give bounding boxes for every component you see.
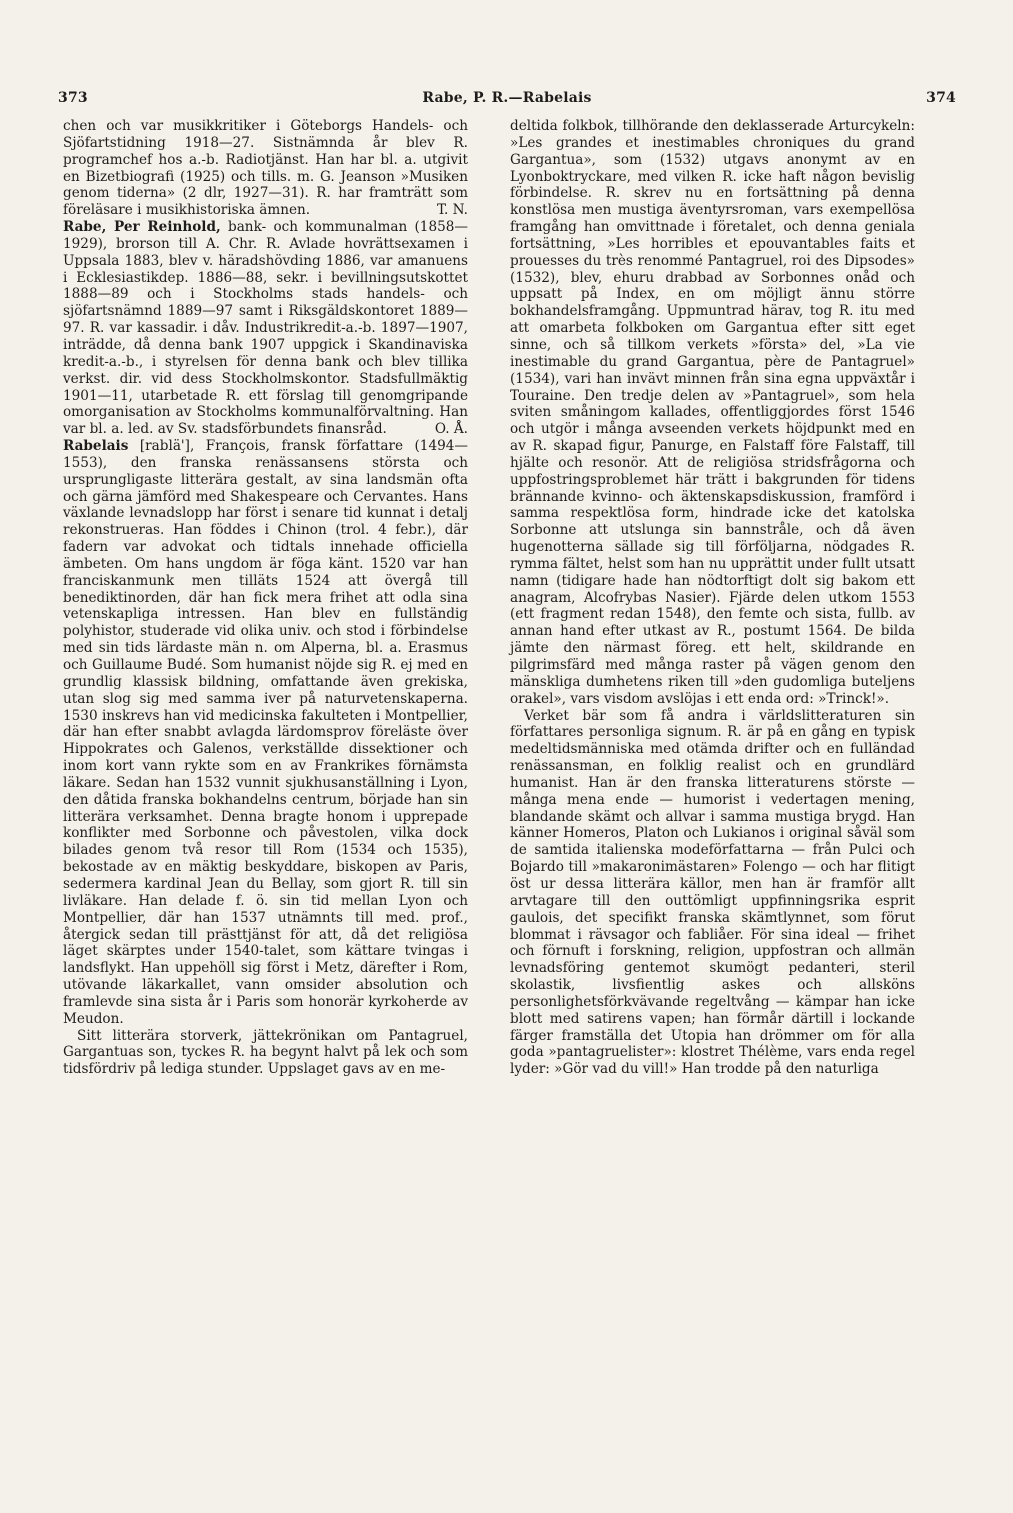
right-column	[510, 118, 915, 1078]
paragraph	[510, 118, 915, 708]
paragraph-text: Sitt litterära storverk, jättekrönikan om Pantagruel, Gargantuas son, tyckes R. ha begynt halvt på lek och som tidsfördriv på lediga stunder. Uppslaget gavs av en me-	[63, 1027, 468, 1078]
entry-rabe-per-reinhold	[63, 219, 468, 438]
entry-text: chen och var musikkritiker i Göteborgs Handels- och Sjöfartstidning 1918—27. Sistnämnda år blev R. programchef hos a.-b. Radiotjänst. Han har bl. a. utgivit en Bizetbiografi (1925) och tills. m. G. Jeanson »Musiken genom tiderna» (2 dlr, 1927—31). R. har framträtt som föreläsare i musikhistoriska ämnen.	[63, 118, 468, 219]
author-signature: O. Å.	[434, 421, 468, 438]
page-number-left: 373	[58, 90, 88, 106]
entry-text: bank- och kommunalman (1858—1929), brorson till A. Chr. R. Avlade hovrättsexamen i Uppsala 1883, blev v. häradshövding 1886, var amanuens i Ecklesiastikdep. 1886—88, sekr. i bevillningsutskottet 1888—89 och i Stockholms stads handels- och sjöfartsnämnd 1889—97 samt i Riksgäldskontoret 1889—97. R. var kassadir. i dåv. Industrikredit-a.-b. 1897—1907, inträdde, då denna bank 1907 uppgick i Skandinaviska kredit-a.-b., i styrelsen för denna bank och blev tillika verkst. dir. vid dess Stockholmskontor. Stadsfullmäktig 1901—11, utarbetade R. ett förslag till genomgripande omorganisation av Stockholms kommunalförvaltning. Han var bl. a. led. av Sv. stadsförbundets finansråd.	[63, 219, 468, 438]
paragraph	[63, 1028, 468, 1079]
entry-text: [rablä'], François, fransk författare (1494—1553), den franska renässansens största och ursprungligaste litterära gestalt, av sina landsmän ofta och gärna jämförd med Shakespeare och Cervantes. Hans växlande levnadslopp har först i senare tid kunnat i detalj rekonstrueras. Han föddes i Chinon (trol. 4 febr.), där fadern var advokat och tidtals innehade officiella ämbeten. Om hans ungdom är föga känt. 1520 var han franciskanmunk men tilläts 1524 att övergå till benediktinorden, där han fick mera frihet att odla sina vetenskapliga intressen. Han blev en fullständig polyhistor, studerade vid olika univ. och stod i förbindelse med sin tids lärdaste män n. om Alperna, bl. a. Erasmus och Guillaume Budé. Som humanist nöjde sig R. ej med en grundlig klassisk bildning, omfattande även grekiska, utan slog sig med samma iver på naturvetenskaperna. 1530 inskrevs han vid medicinska fakulteten i Montpellier, där han efter snabbt avlagda lärdomsprov föreläste över Hippokrates och Galenos, verkställde dissektioner och inom kort vann rykte som en av Frankrikes förnämsta läkare. Sedan han 1532 vunnit sjukhusanställning i Lyon, den dåtida franska bokhandelns centrum, började han sin litterära verksamhet. Denna bragte honom i upprepade konflikter med Sorbonne och påvestolen, vilka dock bilades genom två resor till Rom (1534 och 1535), bekostade av en mäktig beskyddare, biskopen av Paris, sedermera kardinal Jean du Bellay, som gjort R. till sin livläkare. Han delade f. ö. sin tid mellan Lyon och Montpellier, där han 1537 utnämnts till med. prof., återgick sedan till prästtjänst för att, då det religiösa läget skärptes under 1540-talet, som kättare tvingas i landsflykt. Han uppehöll sig först i Metz, därefter i Rom, utövande läkarkallet, vann omsider absolution och framlevde sina sista år i Paris som honorär kyrkoherde av Meudon.	[63, 438, 468, 1027]
running-header	[58, 90, 956, 112]
running-title: Rabe, P. R.—Rabelais	[422, 90, 592, 106]
entry-headword: Rabe, Per Reinhold,	[63, 219, 221, 236]
paragraph-text: Verket bär som få andra i världslitteraturen sin författares personliga signum. R. är på en gång en typisk medeltidsmänniska med otämda drifter och en fulländad renässansman, en folklig realist och en grundlärd humanist. Han är den franska litteraturens störste — många mena ende — humorist i vedertagen mening, blandande skämt och allvar i samma mustiga brygd. Han känner Homeros, Platon och Lukianos i original såväl som de samtida italienska modeförfattarna — från Pulci och Bojardo till »makaronimästaren» Folengo — och har flitigt öst ur dessa litterära källor, men han är framför allt arvtagare till den outtömligt uppfinningsrika esprit gaulois, det specifikt franska skämtlynnet, som förut blommat i rävsagor och fabliåer. För sina ideal — frihet och förnuft i forskning, religion, uppfostran och allmän levnadsföring gentemot skumögt pedanteri, steril skolastik, livsfientlig askes och allsköns personlighetsförkvävande regeltvång — kämpar han icke blott med satirens vapen; han förmår därtill i lockande färger framställa det Utopia han drömmer om för alla goda »pantagruelister»: klostret Thélème, vars enda regel lyder: »Gör vad du vill!» Han trodde på den naturliga	[510, 707, 915, 1078]
left-column	[63, 118, 468, 1078]
entry-rabelais	[63, 438, 468, 1028]
paragraph	[510, 708, 915, 1079]
page-number-right: 374	[926, 90, 956, 106]
author-signature: T. N.	[436, 202, 468, 219]
entry-continuation	[63, 118, 468, 219]
entry-headword: Rabelais	[63, 438, 129, 455]
paragraph-text: deltida folkbok, tillhörande den deklasserade Arturcykeln: »Les grandes et inestimables chroniques du grand Gargantua», som (1532) utgavs anonymt av en Lyonboktryckare, med vilken R. icke haft någon bevislig förbindelse. R. skrev nu en fortsättning på denna konstlösa men mustiga äventyrsroman, vars exempellösa framgång han omvittnade i företalet, och denna geniala fortsättning, »Les horribles et epouvantables faits et prouesses du très renommé Pantagruel, roi des Dipsodes» (1532), blev, ehuru drabbad av Sorbonnes onåd och uppsatt på Index, en om möjligt ännu större bokhandelsframgång. Uppmuntrad härav, tog R. itu med att omarbeta folkboken om Gargantua efter sitt eget sinne, och så tillkom verkets »första» del, »La vie inestimable du grand Gargantua, père de Pantagruel» (1534), vari han invävt minnen från sina egna uppväxtår i Touraine. Den tredje delen av »Pantagruel», som hela sviten småningom kallades, offentliggjordes först 1546 och utgör i många avseenden verkets höjdpunkt med en av R. skapad figur, Panurge, en Falstaff före Falstaff, till hjälte och resonör. Att de religiösa stridsfrågorna och uppfostringsproblemet här trätt i bakgrunden för tidens brännande kvinno- och äktenskapsdiskussion, framförd i samma respektlösa form, hindrade icke det katolska Sorbonne att utslunga sin bannstråle, och då även hugenotterna sällade sig till förföljarna, nödgades R. rymma fältet, helst som han nu upprättit under fullt utsatt namn (tidigare hade han nödtorftigt dolt sig bakom ett anagram, Alcofrybas Nasier). Fjärde delen utkom 1553 (ett fragment redan 1548), den femte och sista, fullb. av annan hand efter utkast av R., postumt 1564. De bilda jämte den närmast föreg. ett helt, skildrande en pilgrimsfärd med många raster på vägen genom den mänskliga dumhetens riken till »den gudomliga buteljens orakel», vars visdom avslöjas i ett enda ord: »Trinck!».	[510, 118, 915, 707]
